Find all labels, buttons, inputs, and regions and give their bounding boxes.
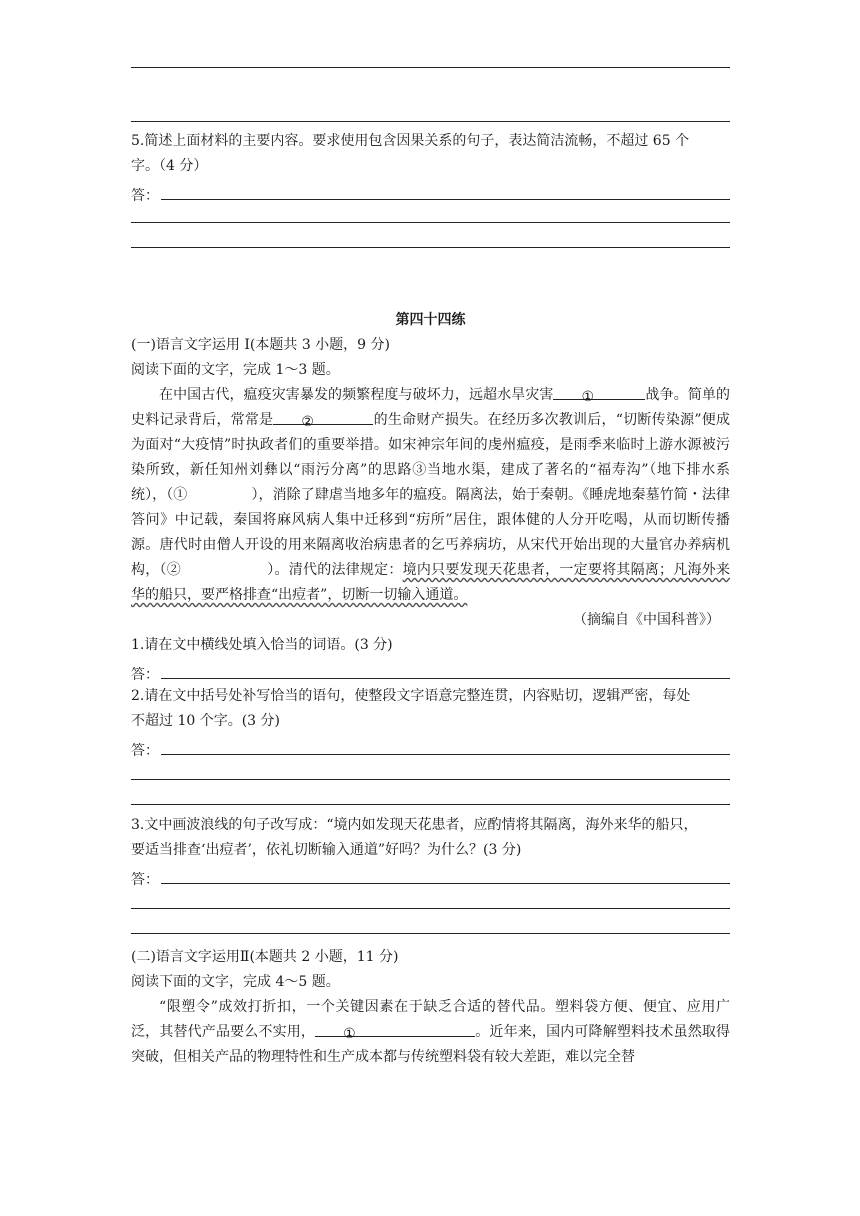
passage-1: 在中国古代，瘟疫灾害暴发的频繁程度与破坏力，远超水旱灾害 ① 战争。简单的史料记录背后，常常是 ② 的生命财产损失。在经历多次教训后，“切断传染源”便成为面对“大疫情”时执政者们的重要举措。如宋神宗年间的虔州瘟疫，是雨季来临时上游水源被污染所致，新任知州刘彝以“雨污分离”的思路③当地水渠，建成了著名的“福寿沟”（地下排水系统），（① ），消除了肆虐当地多年的瘟疫。隔离法，始于秦朝。《睡虎地秦墓竹简・法律答问》中记载，秦国将麻风病人集中迁移到“疠所”居住，跟体健的人分开吃喝，从而切断传播源。唐代时由僧人开设的用来隔离收治病患者的乞丐养病坊，从宋代开始出现的大量官办养病机构，（② ）。清代的法律规定：境内只要发现天花患者，一定要将其隔离；凡海外来华的船只，要严格排查“出痘者”，切断一切输入通道。 [131, 387, 731, 603]
answer-line [131, 804, 730, 805]
answer-label: 答： [131, 872, 159, 888]
answer-row [131, 734, 730, 760]
answer-line [131, 121, 730, 122]
question-5-line-1: 5.简述上面材料的主要内容。要求使用包含因果关系的句子，表达简洁流畅，不超过 65 个 [131, 133, 690, 149]
answer-label: 答： [131, 188, 159, 204]
blank-1[interactable]: ① [553, 385, 645, 400]
part-2-instruction: 阅读下面的文字，完成 4～5 题。 [131, 974, 340, 990]
section-title: 第四十四练 [395, 312, 466, 328]
answer-line [131, 908, 730, 909]
answer-field[interactable] [161, 883, 730, 884]
question-2-line-1: 2.请在文中括号处补写恰当的语句，使整段文字语意完整连贯，内容贴切，逻辑严密，每处 [131, 688, 691, 704]
question-3-line-1: 3.文中画波浪线的句子改写成：“境内如发现天花患者，应酌情将其隔离，海外来华的船只， [131, 817, 698, 833]
answer-line [131, 222, 730, 223]
answer-line [131, 779, 730, 780]
answer-row [131, 863, 730, 889]
answer-label: 答： [131, 743, 159, 759]
answer-field[interactable] [161, 199, 730, 200]
passage-2: “限塑令”成效打折扣，一个关键因素在于缺乏合适的替代品。塑料袋方便、便宜、应用广泛，其替代产品要么不实用， ① 。近年来，国内可降解塑料技术虽然取得突破，但相关产品的物理特性和生产成本都与传统塑料袋有较大差距，难以完全替 [131, 999, 731, 1065]
answer-line [131, 67, 730, 68]
answer-row [131, 658, 730, 684]
blank-passage-2-1[interactable]: ① [315, 1022, 475, 1037]
wavy-sentence: 境内只要发现天花患者，一定要将其隔离；凡海外来华的船只，要严格排查“出痘者”，切断一切输入通道。 [131, 562, 731, 603]
answer-field[interactable] [161, 754, 730, 755]
question-5-line-2: 字。（4 分） [131, 158, 208, 174]
part-1-header: (一)语言文字运用 I(本题共 3 小题，9 分) [131, 337, 390, 353]
question-2-line-2: 不超过 10 个字。(3 分) [131, 713, 280, 729]
part-1-instruction: 阅读下面的文字，完成 1～3 题。 [131, 362, 340, 378]
answer-row [131, 179, 730, 205]
part-2-header: (二)语言文字运用Ⅱ(本题共 2 小题，11 分) [131, 949, 399, 965]
source-citation: （摘编自《中国科普》） [573, 612, 720, 628]
answer-line [131, 933, 730, 934]
answer-field[interactable] [161, 678, 730, 679]
answer-label: 答： [131, 667, 159, 683]
question-3-line-2: 要适当排查‘出痘者’，依礼切断输入通道”好吗？为什么？(3 分) [131, 842, 522, 858]
answer-line [131, 247, 730, 248]
blank-2[interactable]: ② [273, 410, 373, 425]
question-1: 1.请在文中横线处填入恰当的词语。(3 分) [131, 637, 393, 653]
